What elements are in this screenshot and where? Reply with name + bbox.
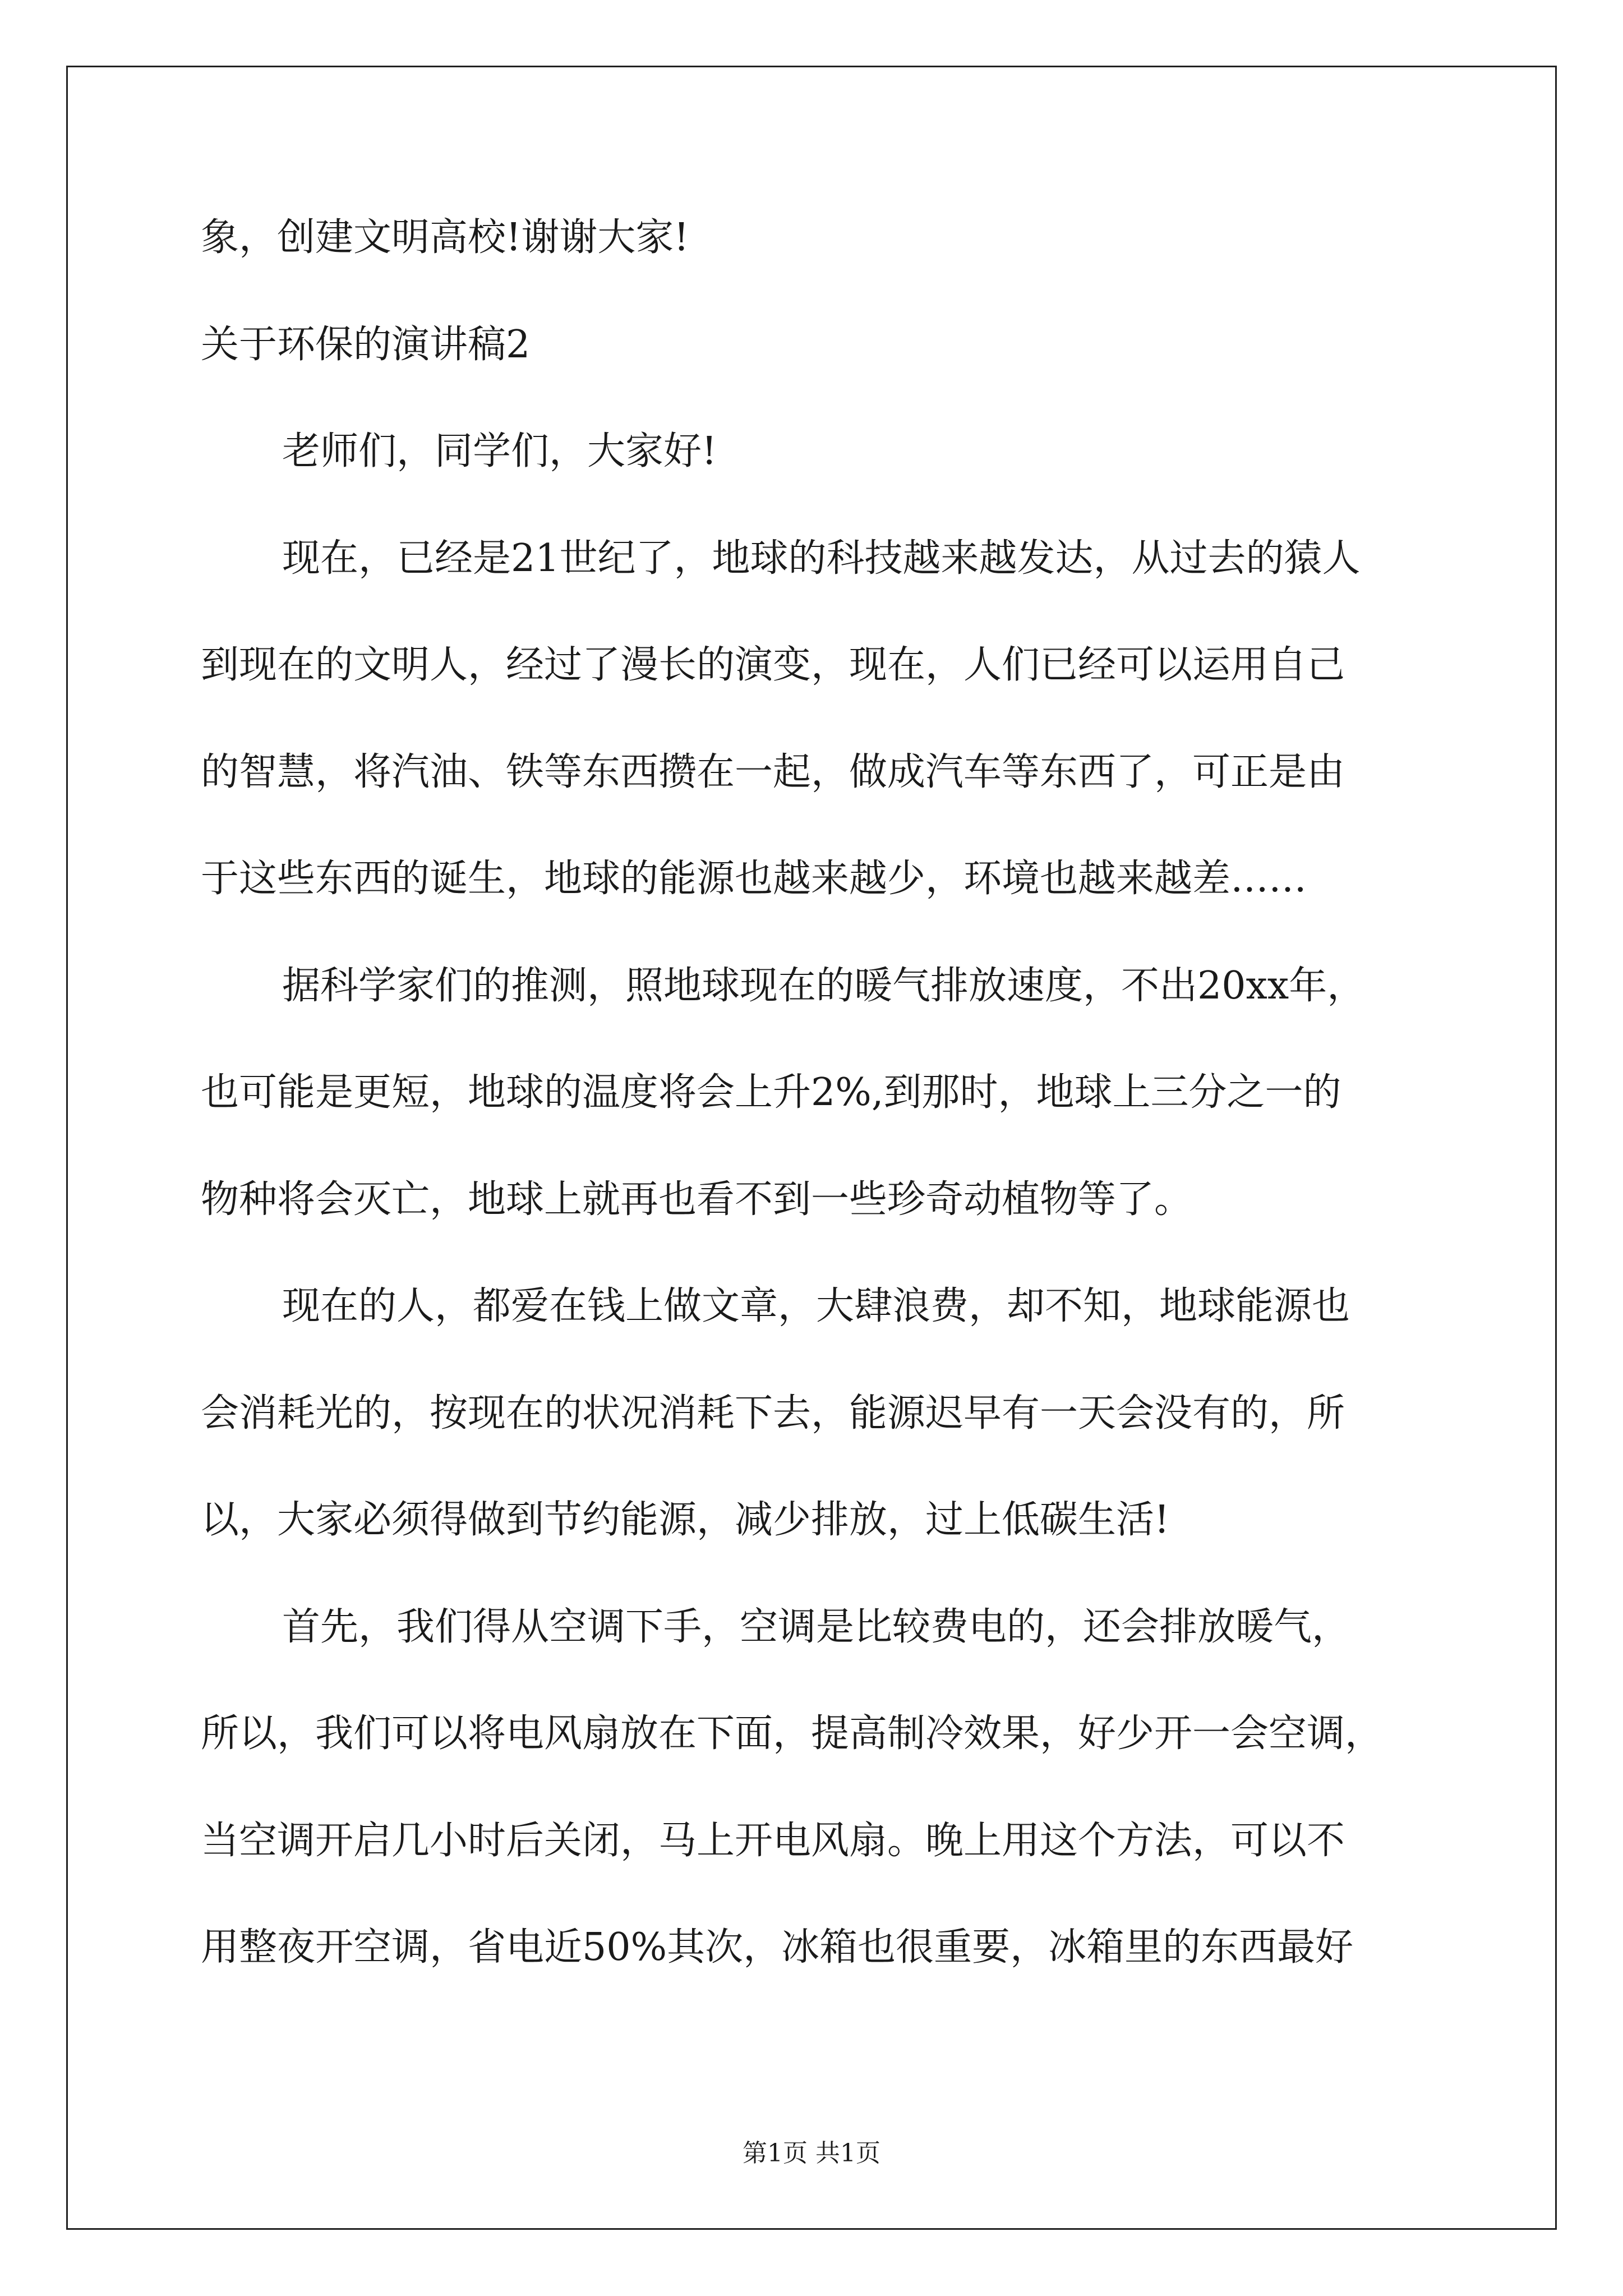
text-line: 用整夜开空调，省电近50%其次，冰箱也很重要，冰箱里的东西最好	[201, 1925, 1354, 1970]
text-line: 会消耗光的，按现在的状况消耗下去，能源迟早有一天会没有的，所	[201, 1391, 1345, 1435]
text-line: 到现在的文明人，经过了漫长的演变，现在，人们已经可以运用自己	[201, 643, 1345, 687]
greeting-line: 老师们，同学们，大家好!	[282, 429, 717, 473]
text-line: 据科学家们的推测，照地球现在的暖气排放速度，不出20xx年，	[282, 964, 1366, 1008]
text-line: 的智慧，将汽油、铁等东西攒在一起，做成汽车等东西了，可正是由	[201, 750, 1345, 794]
text-line: 首先，我们得从空调下手，空调是比较费电的，还会排放暖气，	[282, 1605, 1350, 1649]
section-heading: 关于环保的演讲稿2	[201, 323, 531, 367]
text-line: 现在，已经是21世纪了，地球的科技越来越发达，从过去的猿人	[282, 536, 1361, 581]
text-line: 于这些东西的诞生，地球的能源也越来越少，环境也越来越差……	[201, 857, 1307, 901]
page-footer: 第1页 共1页	[743, 2139, 880, 2168]
text-line: 以，大家必须得做到节约能源，减少排放，过上低碳生活!	[201, 1498, 1170, 1542]
page-border	[66, 66, 1557, 2230]
text-line: 现在的人，都爱在钱上做文章，大肆浪费，却不知，地球能源也	[282, 1284, 1350, 1328]
text-line: 也可能是更短，地球的温度将会上升2%,到那时，地球上三分之一的	[201, 1070, 1341, 1115]
text-line: 所以，我们可以将电风扇放在下面，提高制冷效果，好少开一会空调，	[201, 1711, 1384, 1756]
text-line: 当空调开启几小时后关闭，马上开电风扇。晚上用这个方法，可以不	[201, 1819, 1345, 1863]
text-line: 象，创建文明高校!谢谢大家!	[201, 215, 689, 260]
text-line: 物种将会灭亡，地球上就再也看不到一些珍奇动植物等了。	[201, 1177, 1193, 1222]
